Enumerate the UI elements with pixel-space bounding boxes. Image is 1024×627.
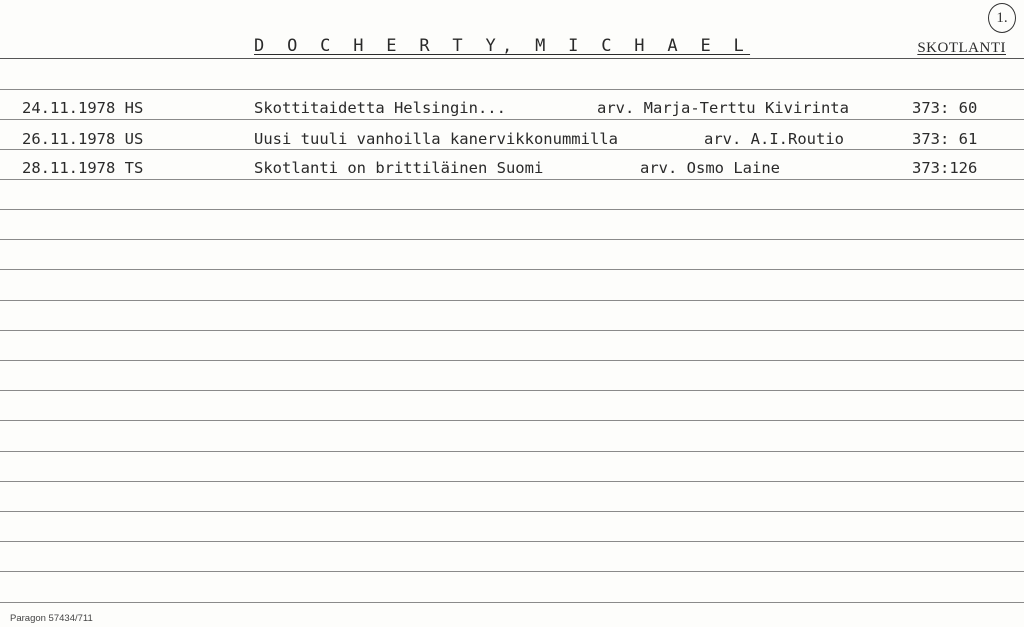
- ruled-line: [0, 571, 1024, 572]
- ruled-line: [0, 451, 1024, 452]
- entry-shelf: 373: 61: [912, 130, 978, 148]
- entry-shelf: 373: 60: [912, 99, 978, 117]
- ruled-line: [0, 300, 1024, 301]
- entry-date: 28.11.1978 TS: [22, 159, 144, 177]
- ruled-line: [0, 330, 1024, 331]
- ruled-line: [0, 390, 1024, 391]
- ruled-line: [0, 119, 1024, 120]
- ruled-line: [0, 89, 1024, 90]
- entry-reviewer: arv. A.I.Routio: [704, 130, 844, 148]
- ruled-line: [0, 209, 1024, 210]
- entry-title: Skotlanti on brittiläinen Suomi: [254, 159, 544, 177]
- ruled-line: [0, 149, 1024, 150]
- card-number: 1.: [988, 3, 1016, 33]
- subject-category: SKOTLANTI: [917, 40, 1006, 56]
- entry-date: 26.11.1978 US: [22, 130, 144, 148]
- ruled-line: [0, 481, 1024, 482]
- entry-title: Uusi tuuli vanhoilla kanervikkonummilla: [254, 130, 618, 148]
- entry-shelf: 373:126: [912, 159, 978, 177]
- ruled-line: [0, 179, 1024, 180]
- printer-mark: Paragon 57434/711: [10, 613, 93, 624]
- entry-reviewer: arv. Osmo Laine: [640, 159, 780, 177]
- person-name: D O C H E R T Y, M I C H A E L: [254, 36, 751, 56]
- entry-title: Skottitaidetta Helsingin...: [254, 99, 506, 117]
- header-rule: [0, 58, 1024, 59]
- ruled-line: [0, 602, 1024, 603]
- ruled-line: [0, 420, 1024, 421]
- ruled-line: [0, 541, 1024, 542]
- ruled-line: [0, 360, 1024, 361]
- ruled-line: [0, 239, 1024, 240]
- entry-reviewer: arv. Marja-Terttu Kivirinta: [597, 99, 849, 117]
- ruled-line: [0, 511, 1024, 512]
- entry-date: 24.11.1978 HS: [22, 99, 144, 117]
- ruled-line: [0, 269, 1024, 270]
